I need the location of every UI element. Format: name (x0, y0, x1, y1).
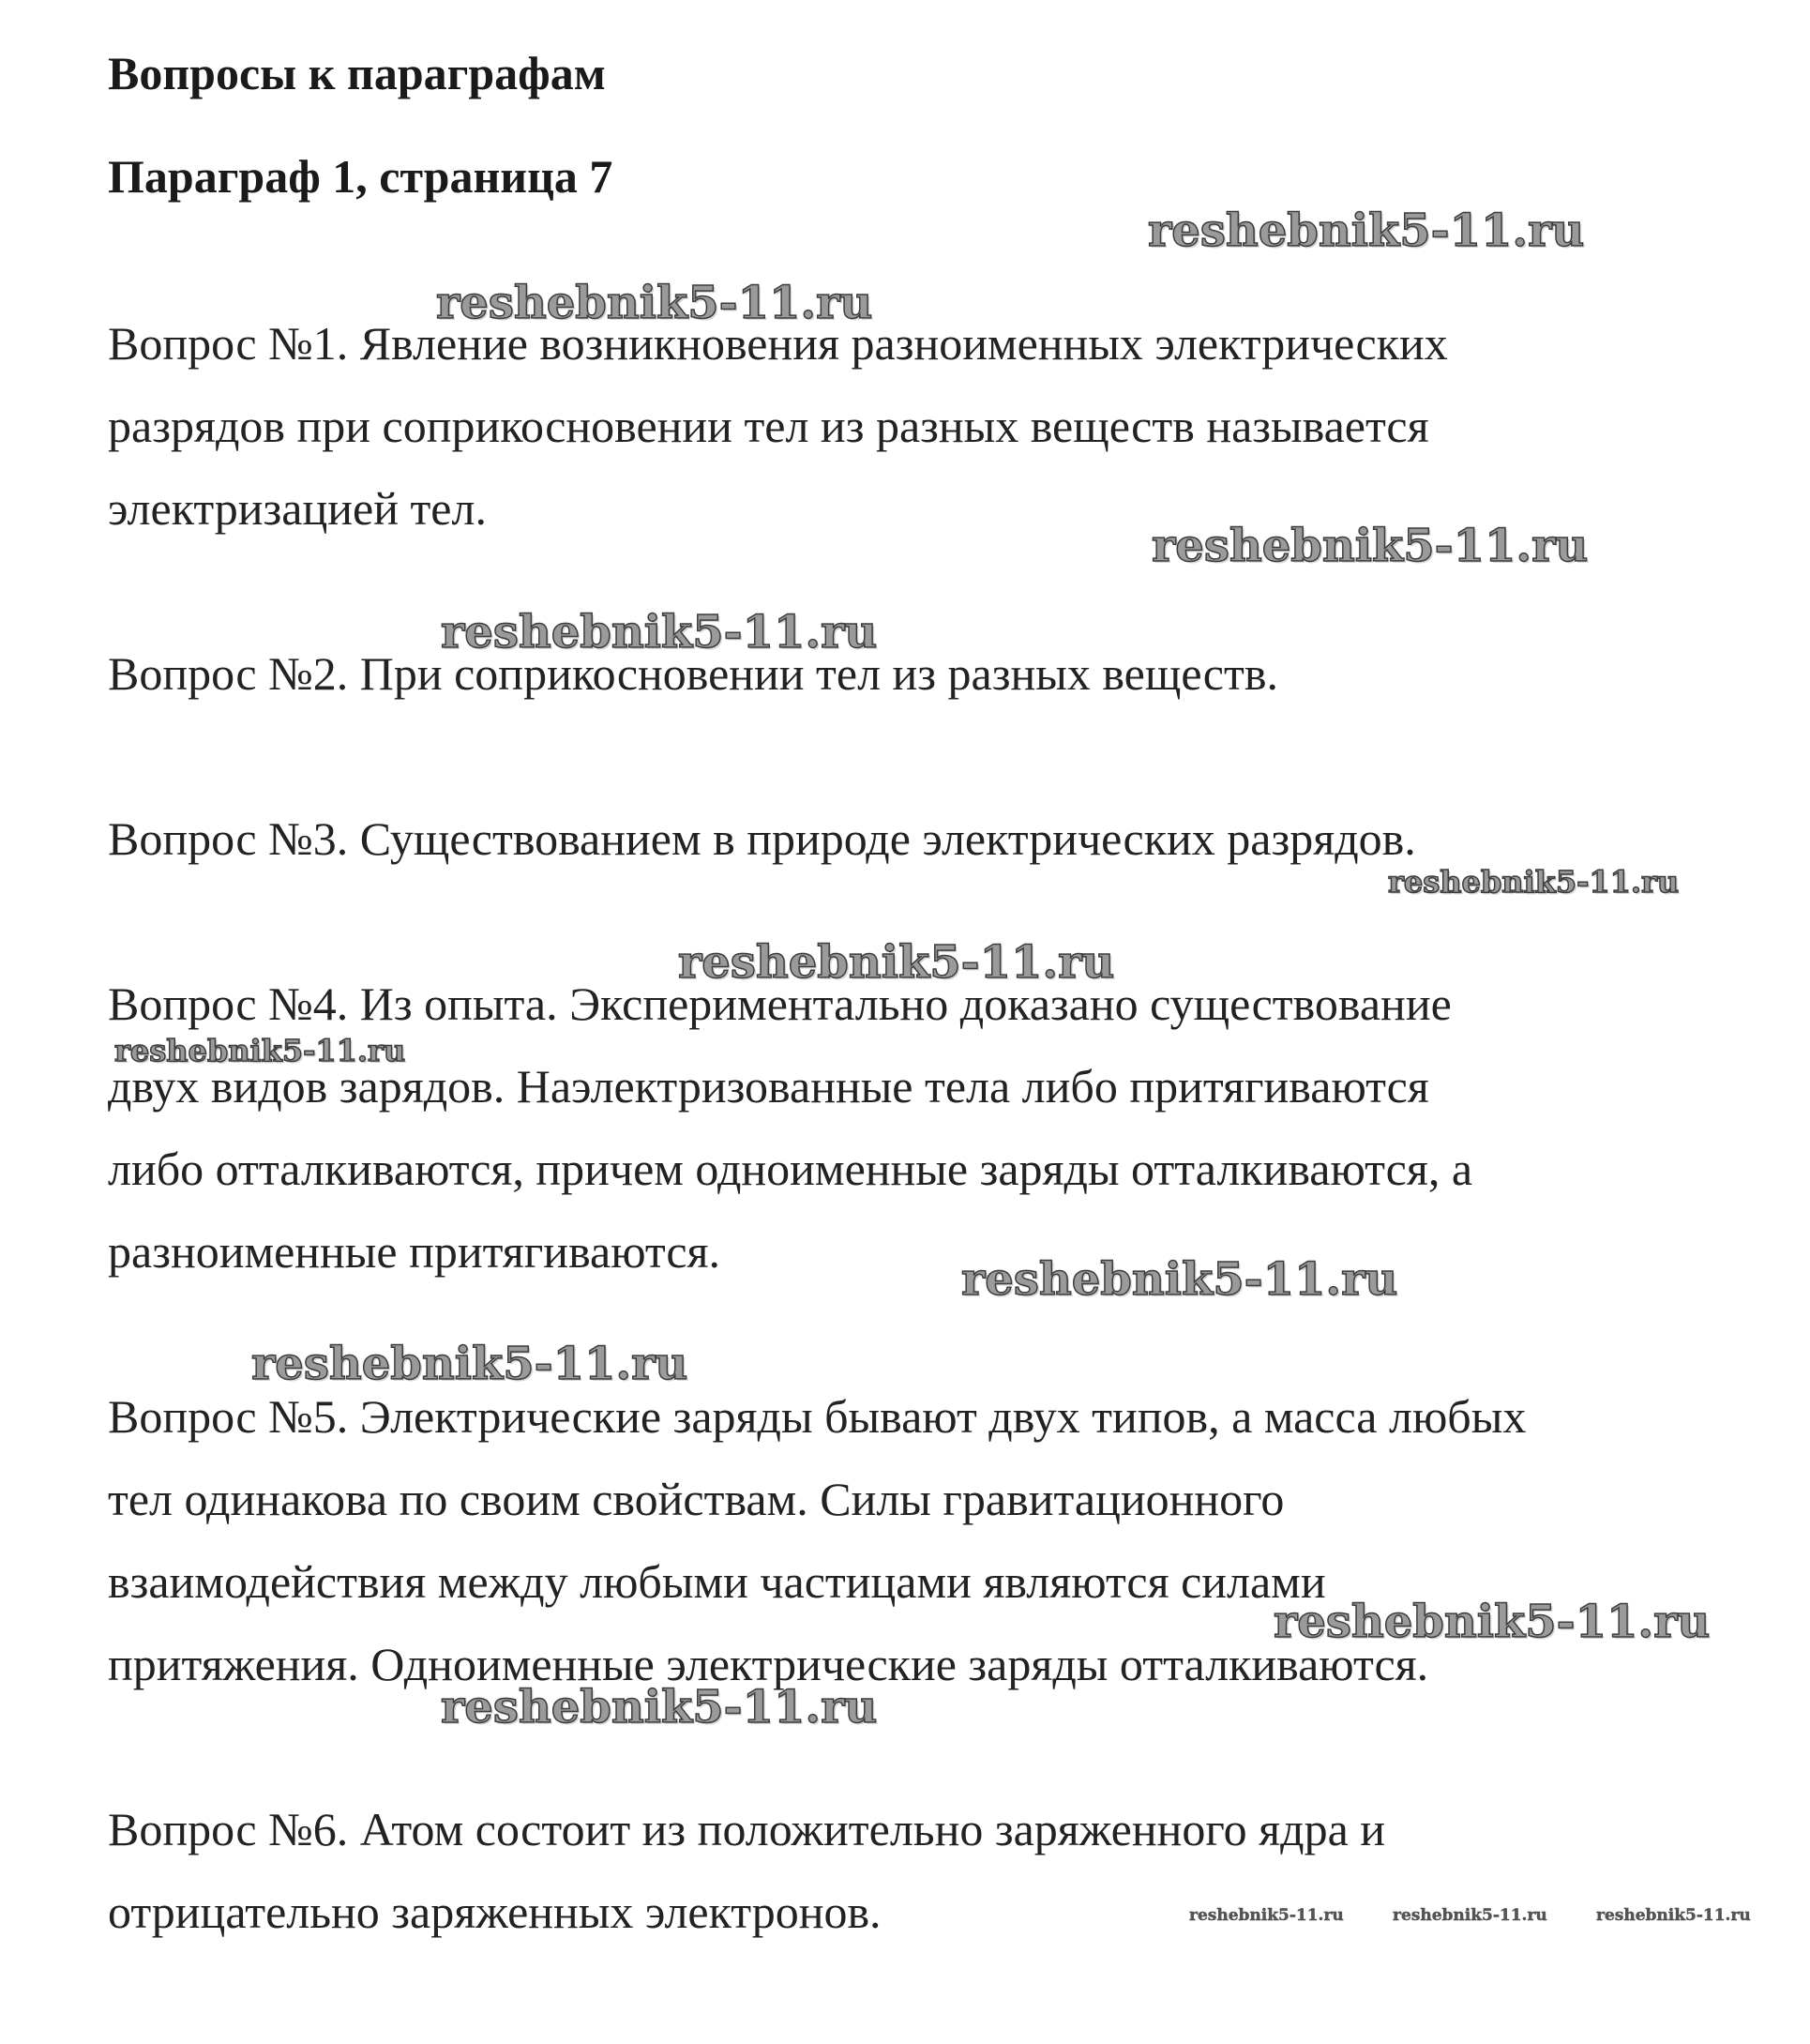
watermark: reshebnik5-11.ru (1393, 1906, 1547, 1925)
answer-1 (108, 302, 1777, 550)
answer-line: отрицательно заряженных электронов. (108, 1885, 882, 1938)
answer-line: Вопрос №4. Из опыта. Экспериментально доказано существование (108, 977, 1452, 1030)
answer-line: Вопрос №6. Атом состоит из положительно заряженного ядра и (108, 1803, 1386, 1855)
answer-line: разноименные притягиваются. (108, 1225, 721, 1278)
answer-line: Вопрос №3. Существованием в природе электрических разрядов. (108, 812, 1416, 865)
answer-5 (108, 1375, 1777, 1705)
answer-6 (108, 1788, 1777, 1953)
watermark: reshebnik5-11.ru (436, 277, 873, 329)
paragraph-subtitle: Параграф 1, страница 7 (108, 150, 613, 203)
watermark: reshebnik5-11.ru (1148, 204, 1585, 257)
answer-line: Вопрос №2. При соприкосновении тел из разных веществ. (108, 647, 1278, 700)
watermark: reshebnik5-11.ru (441, 606, 878, 659)
watermark: reshebnik5-11.ru (1596, 1906, 1751, 1925)
watermark: reshebnik5-11.ru (678, 936, 1115, 989)
watermark: reshebnik5-11.ru (114, 1033, 406, 1068)
watermark: reshebnik5-11.ru (251, 1338, 688, 1390)
answer-line: либо отталкиваются, причем одноименные заряды отталкиваются, а (108, 1143, 1473, 1195)
answer-line: тел одинакова по своим свойствам. Силы гравитационного (108, 1473, 1285, 1525)
watermark: reshebnik5-11.ru (1189, 1906, 1344, 1925)
page-title: Вопросы к параграфам (108, 47, 606, 99)
watermark: reshebnik5-11.ru (1388, 864, 1680, 900)
watermark: reshebnik5-11.ru (1152, 520, 1589, 572)
answer-line: притяжения. Одноименные электрические заряды отталкиваются. (108, 1638, 1429, 1690)
watermark: reshebnik5-11.ru (961, 1253, 1398, 1306)
watermark: reshebnik5-11.ru (441, 1681, 878, 1734)
answer-line: Вопрос №5. Электрические заряды бывают двух типов, а масса любых (108, 1390, 1527, 1443)
answer-line: Вопрос №1. Явление возникновения разноименных электрических (108, 317, 1448, 370)
answer-line: разрядов при соприкосновении тел из разных веществ называется (108, 400, 1429, 452)
watermark: reshebnik5-11.ru (1274, 1596, 1711, 1648)
answer-line: электризацией тел. (108, 482, 487, 535)
answer-line: взаимодействия между любыми частицами являются силами (108, 1555, 1326, 1608)
answer-4 (108, 962, 1777, 1293)
answer-line: двух видов зарядов. Наэлектризованные тела либо притягиваются (108, 1060, 1429, 1113)
answer-2 (108, 632, 1777, 715)
